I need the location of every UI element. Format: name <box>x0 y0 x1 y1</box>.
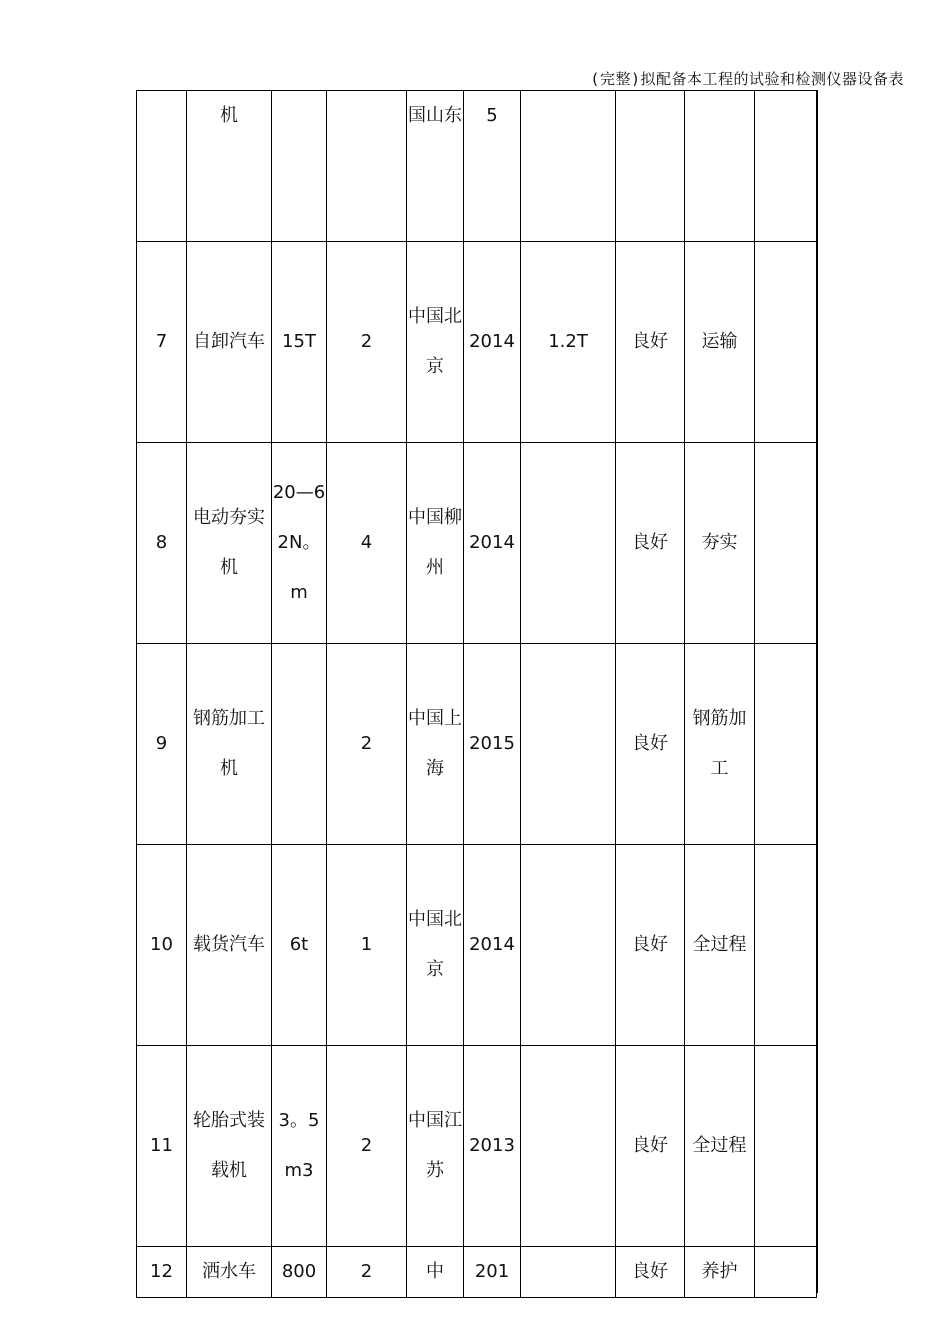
cell-note <box>755 1046 817 1247</box>
cell-qty: 1 <box>327 845 407 1046</box>
cell-use: 养护 <box>685 1247 755 1298</box>
equipment-table-container <box>136 90 817 1298</box>
cell-name: 自卸汽车 <box>187 242 272 443</box>
cell-use: 全过程 <box>685 1046 755 1247</box>
cell-use: 运输 <box>685 242 755 443</box>
cell-power <box>521 91 616 242</box>
cell-origin: 国山东 <box>407 91 464 242</box>
cell-status: 良好 <box>616 845 685 1046</box>
cell-note <box>755 242 817 443</box>
cell-use: 夯实 <box>685 443 755 644</box>
cell-name: 电动夯实机 <box>187 443 272 644</box>
cell-no: 9 <box>137 644 187 845</box>
cell-spec: 800 <box>272 1247 327 1298</box>
cell-status: 良好 <box>616 1247 685 1298</box>
cell-use <box>685 91 755 242</box>
cell-power <box>521 1247 616 1298</box>
cell-power <box>521 644 616 845</box>
cell-power: 1.2T <box>521 242 616 443</box>
cell-note <box>755 644 817 845</box>
cell-qty: 2 <box>327 1046 407 1247</box>
cell-power <box>521 845 616 1046</box>
cell-qty: 2 <box>327 242 407 443</box>
cell-status: 良好 <box>616 1046 685 1247</box>
cell-year: 201 <box>464 1247 521 1298</box>
cell-name: 机 <box>187 91 272 242</box>
cell-name: 洒水车 <box>187 1247 272 1298</box>
cell-origin: 中国上海 <box>407 644 464 845</box>
cell-origin: 中国北京 <box>407 242 464 443</box>
cell-year: 2014 <box>464 242 521 443</box>
cell-qty <box>327 91 407 242</box>
cell-status: 良好 <box>616 443 685 644</box>
cell-note <box>755 1247 817 1298</box>
cell-power <box>521 443 616 644</box>
cell-qty: 4 <box>327 443 407 644</box>
cell-name: 轮胎式装载机 <box>187 1046 272 1247</box>
table-outer-border <box>817 90 818 1293</box>
cell-origin: 中国柳州 <box>407 443 464 644</box>
page-header-title: (完整)拟配备本工程的试验和检测仪器设备表 <box>590 70 904 88</box>
cell-no: 8 <box>137 443 187 644</box>
cell-year: 2014 <box>464 845 521 1046</box>
cell-note <box>755 845 817 1046</box>
cell-status: 良好 <box>616 644 685 845</box>
equipment-table <box>136 90 817 1298</box>
cell-spec: 20—62N。m <box>272 443 327 644</box>
cell-origin: 中国江苏 <box>407 1046 464 1247</box>
cell-power <box>521 1046 616 1247</box>
cell-no: 11 <box>137 1046 187 1247</box>
cell-status <box>616 91 685 242</box>
cell-no <box>137 91 187 242</box>
table-row <box>137 91 817 242</box>
table-row <box>137 644 817 845</box>
cell-year: 2013 <box>464 1046 521 1247</box>
cell-no: 10 <box>137 845 187 1046</box>
cell-year: 2015 <box>464 644 521 845</box>
cell-year: 5 <box>464 91 521 242</box>
table-row <box>137 1046 817 1247</box>
cell-use: 全过程 <box>685 845 755 1046</box>
cell-origin: 中 <box>407 1247 464 1298</box>
cell-spec: 3。5m3 <box>272 1046 327 1247</box>
cell-no: 7 <box>137 242 187 443</box>
cell-note <box>755 443 817 644</box>
table-row <box>137 242 817 443</box>
cell-qty: 2 <box>327 1247 407 1298</box>
cell-note <box>755 91 817 242</box>
cell-status: 良好 <box>616 242 685 443</box>
cell-spec <box>272 644 327 845</box>
cell-origin: 中国北京 <box>407 845 464 1046</box>
cell-year: 2014 <box>464 443 521 644</box>
cell-no: 12 <box>137 1247 187 1298</box>
table-row <box>137 443 817 644</box>
cell-name: 钢筋加工机 <box>187 644 272 845</box>
cell-name: 载货汽车 <box>187 845 272 1046</box>
cell-spec <box>272 91 327 242</box>
cell-use: 钢筋加工 <box>685 644 755 845</box>
table-row <box>137 1247 817 1298</box>
table-row <box>137 845 817 1046</box>
cell-qty: 2 <box>327 644 407 845</box>
cell-spec: 6t <box>272 845 327 1046</box>
cell-spec: 15T <box>272 242 327 443</box>
